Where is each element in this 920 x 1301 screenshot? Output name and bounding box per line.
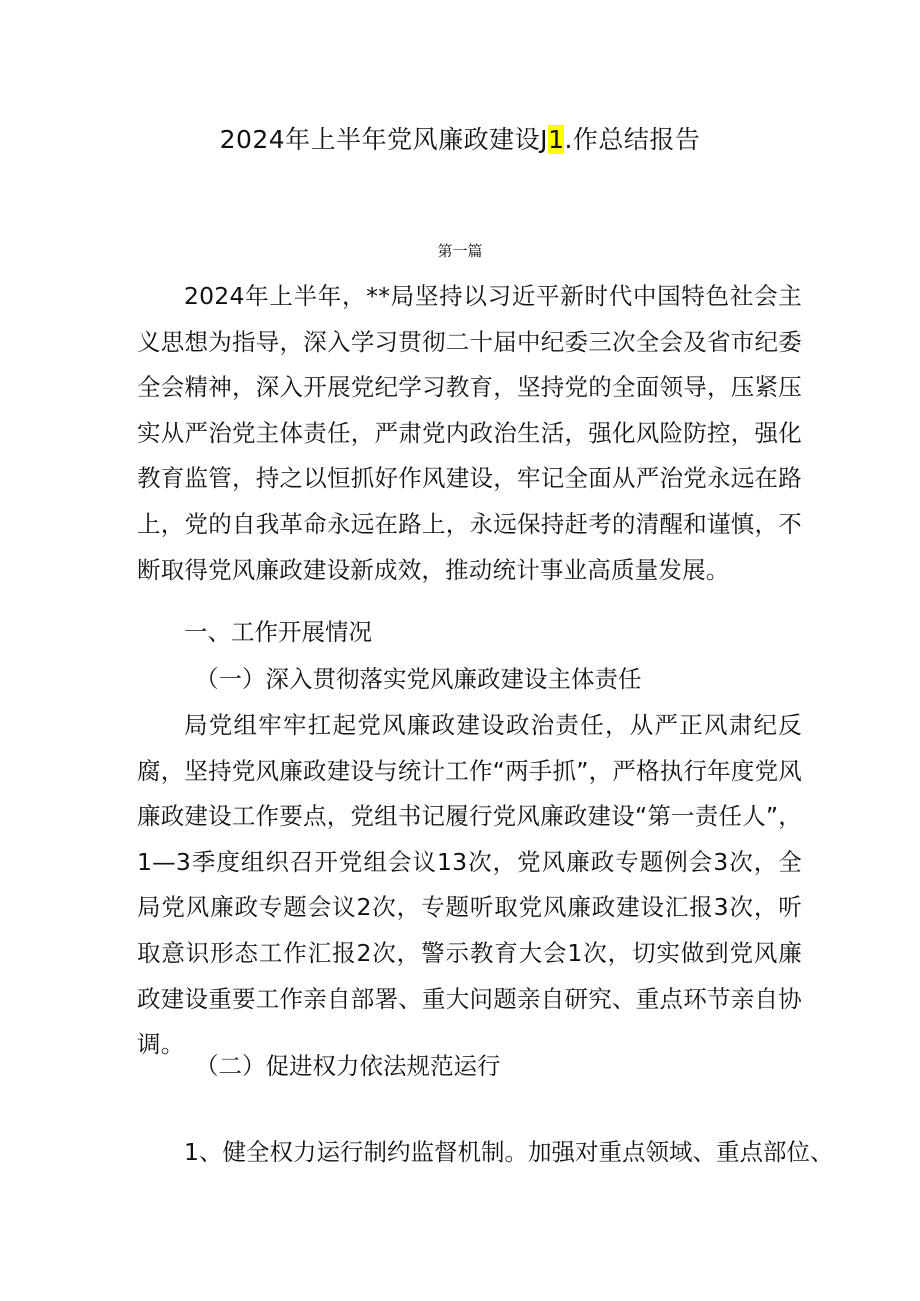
paragraph-power-supervision: 1、健全权力运行制约监督机制。加强对重点领域、重点部位、 xyxy=(184,1138,834,1166)
document-title xyxy=(0,122,920,158)
section-heading-1: 一、工作开展情况 xyxy=(184,618,372,646)
document-subtitle: 第一篇 xyxy=(437,242,483,260)
subsection-heading-1: （一）深入贯彻落实党风廉政建设主体责任 xyxy=(195,665,642,693)
title-text-before: 2024年上半年党风廉政建设J xyxy=(219,125,549,154)
title-text-after: .作总结报告 xyxy=(564,125,701,154)
paragraph-responsibility: 局党组牢牢扛起党风廉政建设政治责任，从严正风肃纪反腐，坚持党风廉政建设与统计工作“两手抓”，严格执行年度党风廉政建设工作要点，党组书记履行党风廉政建设“第一责任人”，1—3季度组织召开党组会议13次，党风廉政专题例会3次，全局党风廉政专题会议2次，专题听取党风廉政建设汇报3次，听取意识形态工作汇报2次，警示教育大会1次，切实做到党风廉政建设重要工作亲自部署、重大问题亲自研究、重点环节亲自协调。 xyxy=(137,711,802,1059)
title-highlighted-text: 1 xyxy=(548,125,565,154)
intro-paragraph: 2024年上半年，**局坚持以习近平新时代中国特色社会主义思想为指导，深入学习贯彻二十届中纪委三次全会及省市纪委全会精神，深入开展党纪学习教育，坚持党的全面领导，压紧压实从严治党主体责任，严肃党内政治生活，强化风险防控，强化教育监管，持之以恒抓好作风建设，牢记全面从严治党永远在路上，党的自我革命永远在路上，永远保持赶考的清醒和谨慎，不断取得党风廉政建设新成效，推动统计事业高质量发展。 xyxy=(137,282,802,584)
subsection-heading-2: （二）促进权力依法规范运行 xyxy=(195,1052,501,1080)
